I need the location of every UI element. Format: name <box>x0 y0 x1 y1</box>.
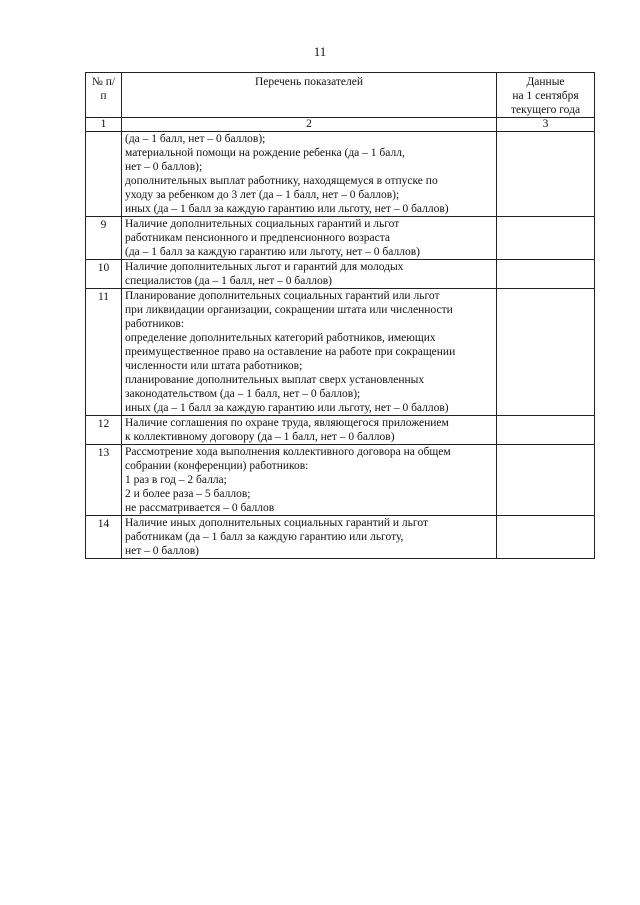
row-indicator-text <box>122 260 497 289</box>
header-data-line: на 1 сентября <box>512 90 579 102</box>
indicator-line: Наличие соглашения по охране труда, являющегося приложением <box>125 417 449 429</box>
row-indicator-text <box>122 516 497 559</box>
indicator-line: Наличие иных дополнительных социальных гарантий и льгот <box>125 517 428 529</box>
indicator-line: планирование дополнительных выплат сверх установленных <box>125 374 425 386</box>
indicator-line: дополнительных выплат работнику, находящемуся в отпуске по <box>125 175 438 187</box>
indicator-line: Наличие дополнительных льгот и гарантий для молодых <box>125 261 404 273</box>
column-number: 1 <box>86 118 122 132</box>
indicator-line: Планирование дополнительных социальных гарантий или льгот <box>125 290 440 302</box>
indicator-line: при ликвидации организации, сокращении штата или численности <box>125 304 453 316</box>
indicator-line: численности или штата работников; <box>125 360 303 372</box>
row-data-cell <box>497 217 595 260</box>
header-data <box>497 73 595 118</box>
header-indicators-label: Перечень показателей <box>254 76 364 88</box>
indicator-line: Рассмотрение хода выполнения коллективного договора на общем <box>125 446 451 458</box>
row-data-cell <box>497 516 595 559</box>
table-row <box>86 445 595 516</box>
indicator-line: 2 и более раза – 5 баллов; <box>125 488 251 500</box>
indicator-line: иных (да – 1 балл за каждую гарантию или льготу, нет – 0 баллов) <box>125 203 449 215</box>
row-data-cell <box>497 260 595 289</box>
row-data-cell <box>497 289 595 416</box>
header-data-line: текущего года <box>510 104 581 116</box>
page-number: 11 <box>313 44 327 59</box>
row-number: 10 <box>86 260 122 289</box>
header-number <box>86 73 122 118</box>
indicators-table <box>85 72 595 559</box>
row-indicator-text <box>122 289 497 416</box>
indicator-line: работникам (да – 1 балл за каждую гарантию или льготу, <box>125 531 404 543</box>
table-row <box>86 289 595 416</box>
indicator-line: собрании (конференции) работников: <box>125 460 309 472</box>
indicator-line: преимущественное право на оставление на работе при сокращении <box>125 346 456 358</box>
table-row <box>86 416 595 445</box>
row-data-cell <box>497 416 595 445</box>
indicator-line: (да – 1 балл, нет – 0 баллов); <box>125 133 266 145</box>
table-row <box>86 217 595 260</box>
row-number: 9 <box>86 217 122 260</box>
indicator-line: нет – 0 баллов); <box>125 161 203 173</box>
row-number: 14 <box>86 516 122 559</box>
indicator-line: не рассматривается – 0 баллов <box>125 502 275 514</box>
indicator-line: законодательством (да – 1 балл, нет – 0 баллов); <box>125 388 361 400</box>
table-row <box>86 260 595 289</box>
row-indicator-text <box>122 416 497 445</box>
header-number-label: № п/п <box>91 76 116 102</box>
table-body <box>86 132 595 559</box>
row-number <box>86 132 122 217</box>
row-indicator-text <box>122 445 497 516</box>
row-number: 13 <box>86 445 122 516</box>
table-row <box>86 516 595 559</box>
row-indicator-text <box>122 132 497 217</box>
header-indicators <box>122 73 497 118</box>
row-indicator-text <box>122 217 497 260</box>
column-number: 3 <box>497 118 595 132</box>
indicator-line: определение дополнительных категорий работников, имеющих <box>125 332 436 344</box>
indicator-line: нет – 0 баллов) <box>125 545 199 557</box>
indicator-line: специалистов (да – 1 балл, нет – 0 баллов) <box>125 275 332 287</box>
indicator-line: материальной помощи на рождение ребенка (да – 1 балл, <box>125 147 405 159</box>
indicator-line: работникам пенсионного и предпенсионного возраста <box>125 232 390 244</box>
table-header-row <box>86 73 595 118</box>
indicator-line: к коллективному договору (да – 1 балл, нет – 0 баллов) <box>125 431 395 443</box>
indicator-line: Наличие дополнительных социальных гарантий и льгот <box>125 218 400 230</box>
indicator-line: уходу за ребенком до 3 лет (да – 1 балл, нет – 0 баллов); <box>125 189 400 201</box>
column-number-row <box>86 118 595 132</box>
header-data-line: Данные <box>526 76 565 88</box>
column-number: 2 <box>122 118 497 132</box>
table-row <box>86 132 595 217</box>
row-data-cell <box>497 445 595 516</box>
indicator-line: (да – 1 балл за каждую гарантию или льготу, нет – 0 баллов) <box>125 246 420 258</box>
row-data-cell <box>497 132 595 217</box>
row-number: 11 <box>86 289 122 416</box>
indicator-line: иных (да – 1 балл за каждую гарантию или льготу, нет – 0 баллов) <box>125 402 449 414</box>
row-number: 12 <box>86 416 122 445</box>
indicator-line: работников: <box>125 318 185 330</box>
indicator-line: 1 раз в год – 2 балла; <box>125 474 227 486</box>
